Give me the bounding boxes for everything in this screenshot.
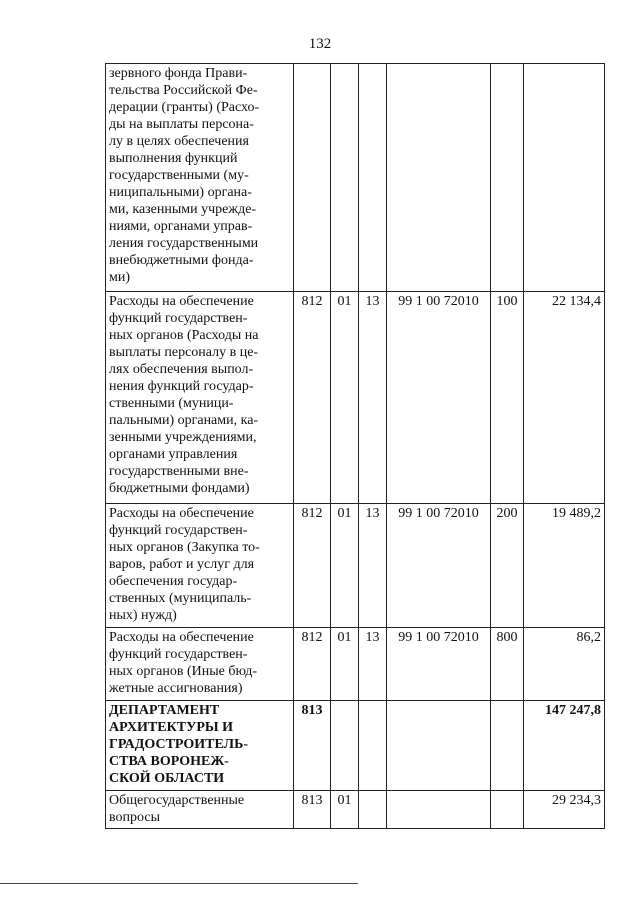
table-row (106, 701, 605, 791)
row-code: 812 (294, 628, 331, 701)
row-name-line: государственными вне- (109, 464, 249, 479)
page-number: 132 (308, 36, 332, 52)
row-sum: 86,2 (524, 628, 605, 701)
row-name-line: варов, работ и услуг для (109, 557, 255, 572)
row-name-line: вопросы (109, 810, 160, 825)
row-name-line: выплаты персоналу в це- (109, 345, 259, 360)
row-subsection (359, 791, 387, 829)
budget-table (105, 63, 605, 829)
row-name-line: ниципальными) органа- (109, 185, 252, 200)
table-row (106, 292, 605, 504)
row-name-line: внебюджетными фонда- (109, 253, 254, 268)
row-name (106, 791, 294, 829)
row-article: 99 1 00 72010 (387, 628, 491, 701)
row-name-line: ниями, органами управ- (109, 219, 253, 234)
row-section: 01 (331, 628, 359, 701)
row-article (387, 791, 491, 829)
row-code: 813 (294, 791, 331, 829)
row-section (331, 64, 359, 292)
row-article (387, 64, 491, 292)
row-name-line: органами управления (109, 447, 238, 462)
row-kind (491, 701, 524, 791)
row-article: 99 1 00 72010 (387, 292, 491, 504)
row-section: 01 (331, 504, 359, 628)
row-section: 01 (331, 791, 359, 829)
row-kind: 200 (491, 504, 524, 628)
row-name-line: лях обеспечения выпол- (109, 362, 254, 377)
row-subsection: 13 (359, 504, 387, 628)
row-name-line: ми) (109, 270, 131, 285)
row-name-line: Расходы на обеспечение (109, 294, 254, 309)
row-article (387, 701, 491, 791)
row-name (106, 504, 294, 628)
row-kind: 100 (491, 292, 524, 504)
row-kind: 800 (491, 628, 524, 701)
row-name-line: ДЕПАРТАМЕНТ (109, 703, 220, 718)
row-article: 99 1 00 72010 (387, 504, 491, 628)
table-row (106, 64, 605, 292)
row-name-line: Общегосударственные (109, 793, 245, 808)
row-kind (491, 791, 524, 829)
row-name-line: ления государственными (109, 236, 259, 251)
row-section (331, 701, 359, 791)
row-name-line: Расходы на обеспечение (109, 630, 254, 645)
table-row (106, 628, 605, 701)
row-name-line: государственными (му- (109, 168, 249, 183)
row-sum: 29 234,3 (524, 791, 605, 829)
row-name-line: ственными (муници- (109, 396, 234, 411)
row-name (106, 64, 294, 292)
row-name-line: ных органов (Закупка то- (109, 540, 260, 555)
row-name-line: тельства Российской Фе- (109, 83, 258, 98)
row-name (106, 628, 294, 701)
row-name-line: обеспечения государ- (109, 574, 238, 589)
row-name-line: выполнения функций (109, 151, 238, 166)
row-name (106, 701, 294, 791)
row-name-line: ГРАДОСТРОИТЕЛЬ- (109, 737, 249, 752)
row-name-line: зенными учреждениями, (109, 430, 257, 445)
row-name-line: ных органов (Иные бюд- (109, 664, 257, 679)
row-code: 812 (294, 292, 331, 504)
table-row (106, 791, 605, 829)
row-name (106, 292, 294, 504)
row-sum (524, 64, 605, 292)
row-name-line: СКОЙ ОБЛАСТИ (109, 771, 225, 786)
row-subsection (359, 701, 387, 791)
row-name-line: ственных (муниципаль- (109, 591, 252, 606)
row-name-line: функций государствен- (109, 647, 248, 662)
row-subsection: 13 (359, 628, 387, 701)
row-name-line: ных) нужд) (109, 608, 177, 623)
row-name-line: зервного фонда Прави- (109, 66, 248, 81)
row-name-line: бюджетными фондами) (109, 481, 250, 496)
row-sum: 147 247,8 (524, 701, 605, 791)
row-name-line: Расходы на обеспечение (109, 506, 254, 521)
row-sum: 22 134,4 (524, 292, 605, 504)
row-subsection: 13 (359, 292, 387, 504)
row-subsection (359, 64, 387, 292)
row-code: 813 (294, 701, 331, 791)
row-name-line: ных органов (Расходы на (109, 328, 259, 343)
row-name-line: ми, казенными учрежде- (109, 202, 257, 217)
row-name-line: СТВА ВОРОНЕЖ- (109, 754, 229, 769)
row-name-line: функций государствен- (109, 311, 248, 326)
row-name-line: жетные ассигнования) (109, 681, 243, 696)
row-code: 812 (294, 504, 331, 628)
row-code (294, 64, 331, 292)
row-section: 01 (331, 292, 359, 504)
row-name-line: лу в целях обеспечения (109, 134, 249, 149)
row-name-line: нения функций государ- (109, 379, 254, 394)
row-kind (491, 64, 524, 292)
row-name-line: функций государствен- (109, 523, 248, 538)
row-sum: 19 489,2 (524, 504, 605, 628)
row-name-line: ды на выплаты персона- (109, 117, 254, 132)
row-name-line: АРХИТЕКТУРЫ И (109, 720, 234, 735)
row-name-line: дерации (гранты) (Расхо- (109, 100, 260, 115)
table-row (106, 504, 605, 628)
footer-rule (0, 883, 358, 884)
row-name-line: пальными) органами, ка- (109, 413, 259, 428)
